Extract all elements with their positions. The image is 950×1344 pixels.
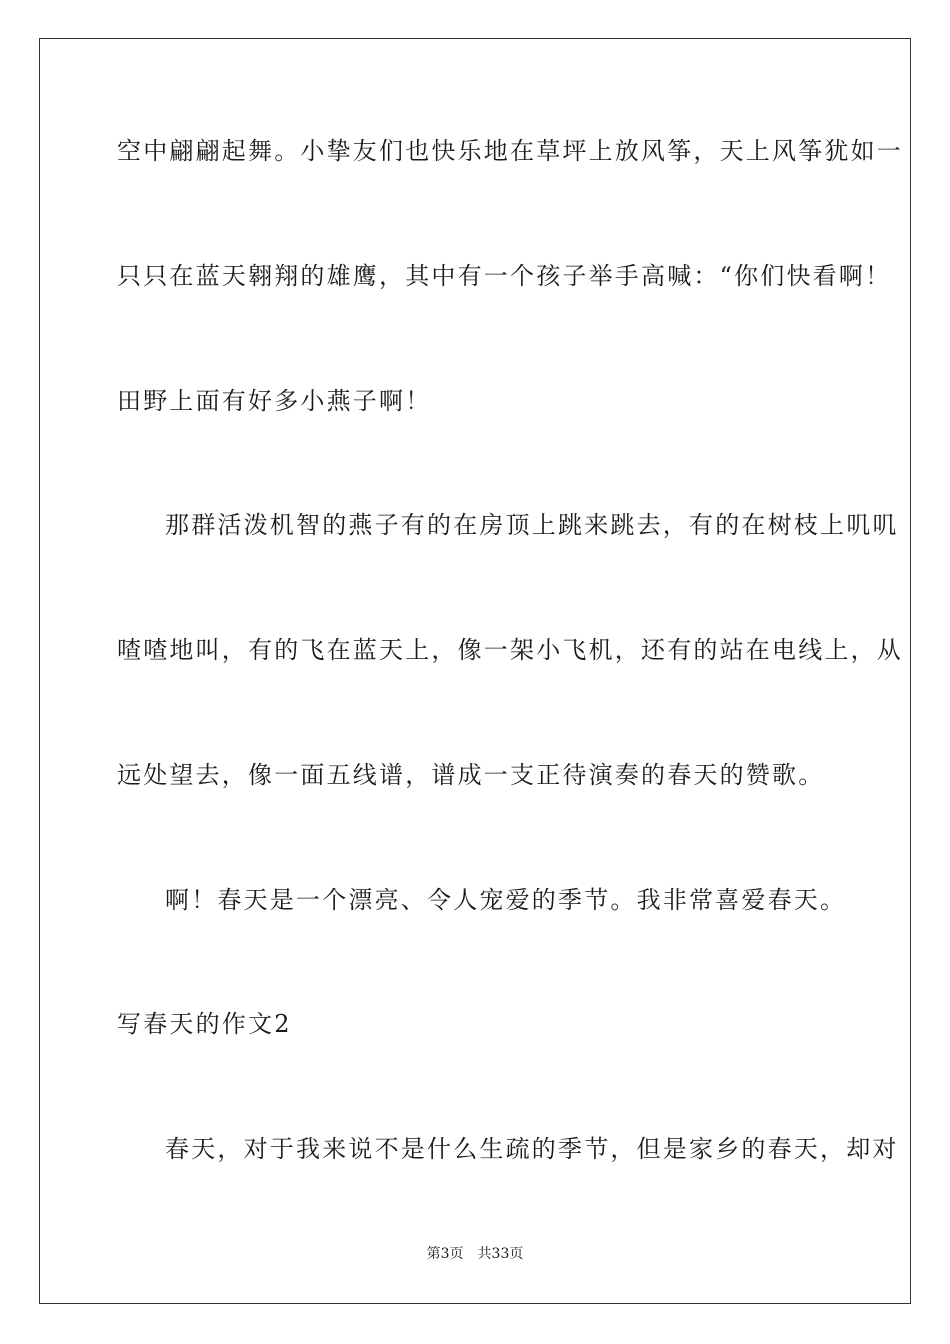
text-line: 空中翩翩起舞。小挚友们也快乐地在草坪上放风筝，天上风筝犹如一	[117, 137, 903, 165]
paragraph-start-line: 那群活泼机智的燕子有的在房顶上跳来跳去，有的在树枝上叽叽	[165, 511, 899, 539]
paragraph-start-line: 啊！春天是一个漂亮、令人宠爱的季节。我非常喜爱春天。	[165, 886, 847, 914]
section-heading: 写春天的作文2	[117, 1010, 292, 1038]
page-frame	[39, 38, 911, 1304]
text-line: 远处望去，像一面五线谱，谱成一支正待演奏的春天的赞歌。	[117, 761, 825, 789]
text-line: 田野上面有好多小燕子啊！	[117, 387, 432, 415]
page-total: 共33页	[477, 1246, 524, 1262]
page-footer	[0, 1244, 950, 1264]
text-line: 只只在蓝天翱翔的雄鹰，其中有一个孩子举手高喊：“你们快看啊！	[117, 262, 892, 290]
paragraph-start-line: 春天，对于我来说不是什么生疏的季节，但是家乡的春天，却对	[165, 1135, 899, 1163]
page-number: 第3页	[426, 1246, 464, 1262]
text-line: 喳喳地叫，有的飞在蓝天上，像一架小飞机，还有的站在电线上，从	[117, 636, 903, 664]
